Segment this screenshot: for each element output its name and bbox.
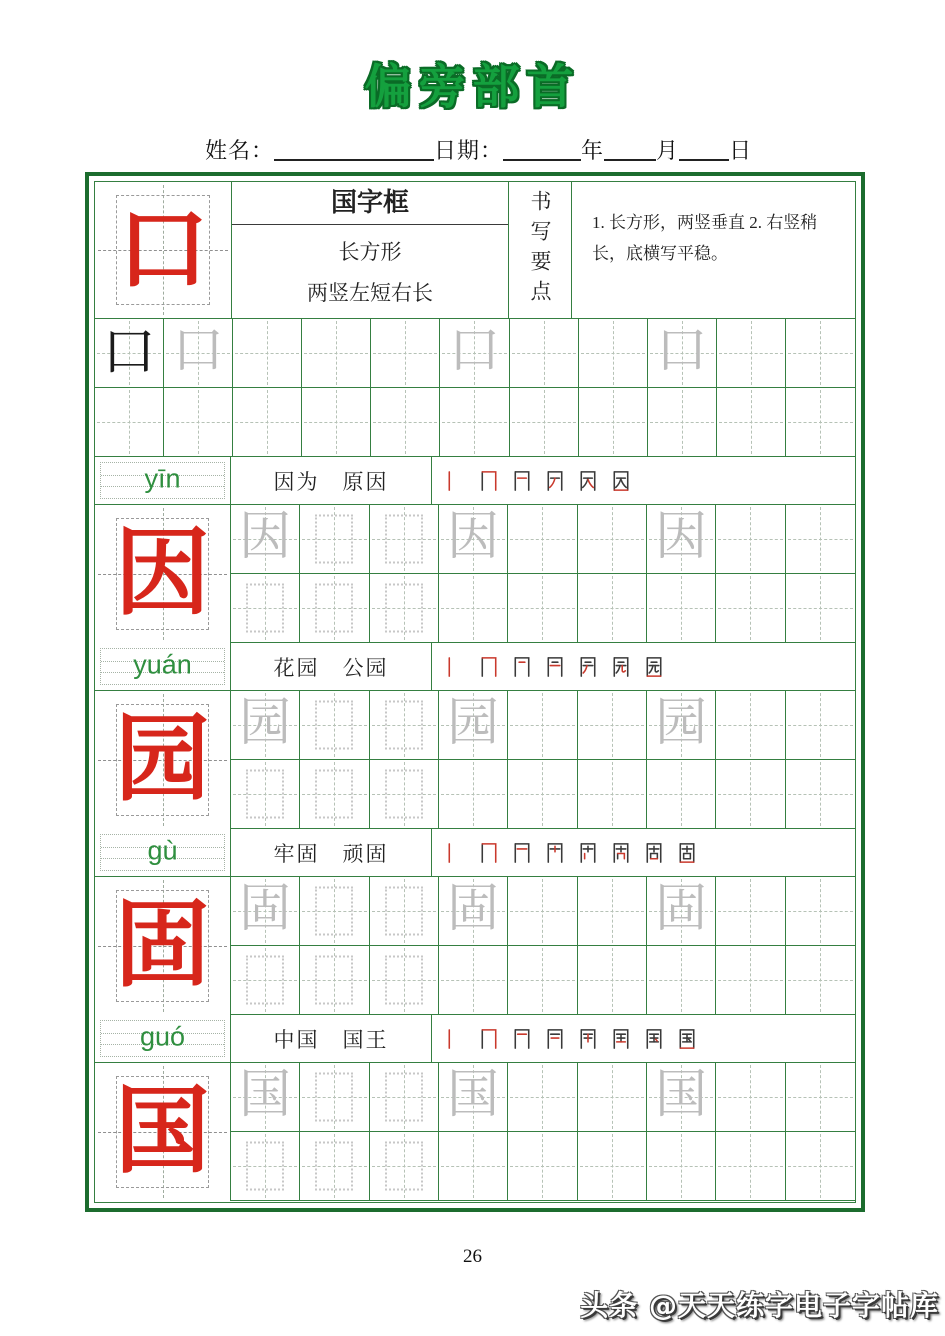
trace-box-cell xyxy=(300,1063,369,1132)
empty-practice-cell xyxy=(508,760,577,829)
watermark: 头条 @天天练字电子字帖库 xyxy=(580,1289,939,1322)
trace-character: 因 xyxy=(447,508,500,566)
empty-practice-cell xyxy=(578,946,647,1015)
year-label: 年 xyxy=(581,138,605,163)
stroke-step-5 xyxy=(576,467,600,495)
trace-box-cell xyxy=(231,760,300,829)
trace-outline-box xyxy=(385,770,423,819)
trace-outline-box xyxy=(385,887,423,936)
trace-character: 园 xyxy=(447,694,500,752)
trace-outline-box xyxy=(315,1073,353,1122)
big-character: 国 xyxy=(114,1078,210,1185)
trace-outline-box xyxy=(315,1142,353,1191)
radical-model-cell xyxy=(95,182,232,318)
radical-practice-band xyxy=(95,319,855,457)
radical-desc: 两竖左短右长 xyxy=(307,281,433,305)
empty-practice-cell xyxy=(371,388,440,457)
empty-practice-cell xyxy=(95,388,164,457)
stroke-step-6 xyxy=(609,839,633,867)
empty-practice-cell xyxy=(716,691,785,760)
practice-row xyxy=(95,319,855,388)
trace-character: 国 xyxy=(447,1066,500,1124)
trace-character-cell xyxy=(439,691,508,760)
stroke-step-5 xyxy=(576,839,600,867)
empty-practice-cell xyxy=(164,388,233,457)
stroke-step-2 xyxy=(477,467,501,495)
trace-character: 园 xyxy=(655,694,708,752)
trace-character-cell xyxy=(439,1063,508,1132)
trace-box-cell xyxy=(231,574,300,643)
empty-practice-cell xyxy=(716,574,785,643)
stroke-step-5 xyxy=(576,653,600,681)
big-character-cell xyxy=(95,691,231,829)
practice-grid xyxy=(231,691,855,829)
stroke-step-2 xyxy=(477,839,501,867)
practice-row xyxy=(95,388,855,457)
pinyin-text: yuán xyxy=(133,649,192,680)
trace-character-cell xyxy=(647,505,716,574)
trace-box-cell xyxy=(300,877,369,946)
radical-shape: 长方形 xyxy=(338,240,402,264)
stroke-step-1 xyxy=(444,839,468,867)
trace-box-cell xyxy=(300,691,369,760)
day-label: 日 xyxy=(729,138,753,163)
empty-practice-cell xyxy=(439,946,508,1015)
empty-practice-cell xyxy=(786,760,855,829)
pinyin-cell xyxy=(95,1015,231,1062)
trace-outline-box xyxy=(385,515,423,564)
trace-outline-box xyxy=(385,956,423,1005)
page-number: 26 xyxy=(463,1246,482,1267)
empty-practice-cell xyxy=(510,388,579,457)
stroke-order-cell xyxy=(432,829,855,876)
empty-practice-cell xyxy=(439,1132,508,1201)
character-band-yin xyxy=(95,457,855,643)
empty-practice-cell xyxy=(716,1132,785,1201)
example-character-cell xyxy=(95,319,164,388)
trace-outline-box xyxy=(315,515,353,564)
trace-box-cell xyxy=(370,1063,439,1132)
empty-practice-cell xyxy=(786,388,855,457)
month-label: 月 xyxy=(656,138,680,163)
empty-practice-cell xyxy=(508,1063,577,1132)
radical-name: 国字框 xyxy=(232,182,508,225)
trace-character-cell xyxy=(231,1063,300,1132)
trace-character: 因 xyxy=(239,508,292,566)
trace-character: 因 xyxy=(655,508,708,566)
trace-character: 口 xyxy=(655,322,708,380)
practice-grid xyxy=(231,1063,855,1201)
stroke-step-2 xyxy=(477,1025,501,1053)
words-cell: 中国 国王 xyxy=(231,1015,432,1062)
trace-outline-box xyxy=(315,701,353,750)
stroke-step-3 xyxy=(510,839,534,867)
empty-practice-cell xyxy=(578,877,647,946)
empty-practice-cell xyxy=(786,319,855,388)
trace-box-cell xyxy=(370,505,439,574)
empty-practice-cell xyxy=(371,319,440,388)
stroke-step-6 xyxy=(609,653,633,681)
empty-practice-cell xyxy=(508,505,577,574)
empty-practice-cell xyxy=(786,574,855,643)
pinyin-text: guó xyxy=(139,1021,186,1052)
empty-practice-cell xyxy=(508,1132,577,1201)
stroke-order-cell xyxy=(432,1015,855,1062)
big-character-cell xyxy=(95,505,231,643)
empty-practice-cell xyxy=(578,1063,647,1132)
trace-outline-box xyxy=(315,887,353,936)
empty-practice-cell xyxy=(786,691,855,760)
empty-practice-cell xyxy=(786,505,855,574)
pinyin-cell xyxy=(95,829,231,876)
empty-practice-cell xyxy=(578,1132,647,1201)
stroke-step-1 xyxy=(444,1025,468,1053)
trace-box-cell xyxy=(300,946,369,1015)
trace-box-cell xyxy=(231,946,300,1015)
header-band xyxy=(95,182,855,319)
empty-practice-cell xyxy=(233,319,302,388)
trace-outline-box xyxy=(385,1073,423,1122)
trace-character: 口 xyxy=(448,322,501,380)
trace-character-cell xyxy=(440,319,509,388)
character-band-yuan xyxy=(95,643,855,829)
radical-info-cell xyxy=(232,182,509,318)
trace-outline-box xyxy=(385,584,423,633)
stroke-step-1 xyxy=(444,467,468,495)
empty-practice-cell xyxy=(578,691,647,760)
trace-outline-box xyxy=(385,1142,423,1191)
words-cell: 因为 原因 xyxy=(231,457,432,504)
trace-outline-box xyxy=(315,584,353,633)
trace-box-cell xyxy=(300,760,369,829)
trace-character: 固 xyxy=(239,880,292,938)
trace-character-cell xyxy=(648,319,717,388)
stroke-step-4 xyxy=(543,839,567,867)
trace-character: 园 xyxy=(239,694,292,752)
stroke-order-cell xyxy=(432,643,855,690)
date-label: 日期： xyxy=(434,138,504,163)
day-blank-field xyxy=(679,139,729,161)
stroke-step-4 xyxy=(543,1025,567,1053)
stroke-step-2 xyxy=(477,653,501,681)
trace-outline-box xyxy=(315,770,353,819)
trace-character-cell xyxy=(439,505,508,574)
stroke-step-4 xyxy=(543,653,567,681)
empty-practice-cell xyxy=(233,388,302,457)
empty-practice-cell xyxy=(647,574,716,643)
empty-practice-cell xyxy=(510,319,579,388)
stroke-step-6 xyxy=(609,467,633,495)
empty-practice-cell xyxy=(716,760,785,829)
page-title: 偏旁部首 xyxy=(364,60,581,115)
stroke-step-3 xyxy=(510,653,534,681)
empty-practice-cell xyxy=(648,388,717,457)
empty-practice-cell xyxy=(647,760,716,829)
year-blank-field xyxy=(503,139,581,161)
character-band-gu xyxy=(95,829,855,1015)
words-cell: 花园 公园 xyxy=(231,643,432,690)
trace-outline-box xyxy=(246,770,284,819)
trace-character-cell xyxy=(647,877,716,946)
trace-character: 国 xyxy=(655,1066,708,1124)
trace-character-cell xyxy=(647,691,716,760)
empty-practice-cell xyxy=(439,574,508,643)
trace-box-cell xyxy=(370,691,439,760)
trace-box-cell xyxy=(370,1132,439,1201)
empty-practice-cell xyxy=(302,319,371,388)
empty-practice-cell xyxy=(439,760,508,829)
trace-outline-box xyxy=(315,956,353,1005)
big-character: 因 xyxy=(114,520,210,627)
trace-character-cell xyxy=(164,319,233,388)
radical-model-char: 口 xyxy=(116,199,209,301)
worksheet-table xyxy=(85,172,865,1212)
empty-practice-cell xyxy=(786,877,855,946)
empty-practice-cell xyxy=(717,319,786,388)
empty-practice-cell xyxy=(716,1063,785,1132)
stroke-step-7 xyxy=(642,839,666,867)
trace-box-cell xyxy=(370,877,439,946)
empty-practice-cell xyxy=(716,877,785,946)
name-date-line xyxy=(205,134,752,165)
trace-character: 固 xyxy=(447,880,500,938)
trace-character: 口 xyxy=(172,322,225,380)
empty-practice-cell xyxy=(579,319,648,388)
name-label: 姓名： xyxy=(205,138,275,163)
stroke-step-3 xyxy=(510,467,534,495)
trace-outline-box xyxy=(246,584,284,633)
writing-tips: 1. 长方形，两竖垂直 2. 右竖稍长，底横写平稳。 xyxy=(592,213,818,263)
words-cell: 牢固 顽固 xyxy=(231,829,432,876)
empty-practice-cell xyxy=(716,946,785,1015)
practice-grid xyxy=(231,877,855,1015)
pinyin-text: yīn xyxy=(144,463,181,494)
name-blank-field xyxy=(274,139,434,161)
empty-practice-cell xyxy=(717,388,786,457)
trace-outline-box xyxy=(246,1142,284,1191)
month-blank-field xyxy=(604,139,656,161)
trace-box-cell xyxy=(300,505,369,574)
trace-box-cell xyxy=(370,760,439,829)
pinyin-text: gù xyxy=(147,835,178,866)
stroke-step-8 xyxy=(675,1025,699,1053)
empty-practice-cell xyxy=(716,505,785,574)
trace-outline-box xyxy=(246,956,284,1005)
trace-outline-box xyxy=(385,701,423,750)
big-character-cell xyxy=(95,1063,231,1201)
empty-practice-cell xyxy=(647,946,716,1015)
stroke-step-8 xyxy=(675,839,699,867)
empty-practice-cell xyxy=(579,388,648,457)
pinyin-cell xyxy=(95,457,231,504)
character-band-guo xyxy=(95,1015,855,1201)
empty-practice-cell xyxy=(508,691,577,760)
empty-practice-cell xyxy=(786,946,855,1015)
trace-character-cell xyxy=(439,877,508,946)
trace-box-cell xyxy=(300,1132,369,1201)
practice-grid xyxy=(231,505,855,643)
trace-box-cell xyxy=(370,574,439,643)
trace-box-cell xyxy=(300,574,369,643)
trace-box-cell xyxy=(231,1132,300,1201)
big-character-cell xyxy=(95,877,231,1015)
writing-notes-label: 书写要点 xyxy=(528,190,552,310)
empty-practice-cell xyxy=(508,946,577,1015)
pinyin-cell xyxy=(95,643,231,690)
empty-practice-cell xyxy=(440,388,509,457)
stroke-step-7 xyxy=(642,653,666,681)
empty-practice-cell xyxy=(302,388,371,457)
stroke-step-5 xyxy=(576,1025,600,1053)
trace-character: 国 xyxy=(239,1066,292,1124)
empty-practice-cell xyxy=(578,574,647,643)
empty-practice-cell xyxy=(578,760,647,829)
empty-practice-cell xyxy=(578,505,647,574)
empty-practice-cell xyxy=(508,574,577,643)
trace-character-cell xyxy=(647,1063,716,1132)
big-character: 固 xyxy=(114,892,210,999)
empty-practice-cell xyxy=(786,1132,855,1201)
trace-character-cell xyxy=(231,691,300,760)
trace-character-cell xyxy=(231,505,300,574)
empty-practice-cell xyxy=(508,877,577,946)
stroke-step-3 xyxy=(510,1025,534,1053)
example-character: 口 xyxy=(102,321,157,382)
stroke-step-7 xyxy=(642,1025,666,1053)
big-character: 园 xyxy=(114,706,210,813)
stroke-step-6 xyxy=(609,1025,633,1053)
empty-practice-cell xyxy=(647,1132,716,1201)
stroke-step-4 xyxy=(543,467,567,495)
trace-character: 固 xyxy=(655,880,708,938)
trace-character-cell xyxy=(231,877,300,946)
trace-box-cell xyxy=(370,946,439,1015)
stroke-order-cell xyxy=(432,457,855,504)
writing-notes-label-cell xyxy=(509,182,572,318)
empty-practice-cell xyxy=(786,1063,855,1132)
stroke-step-1 xyxy=(444,653,468,681)
